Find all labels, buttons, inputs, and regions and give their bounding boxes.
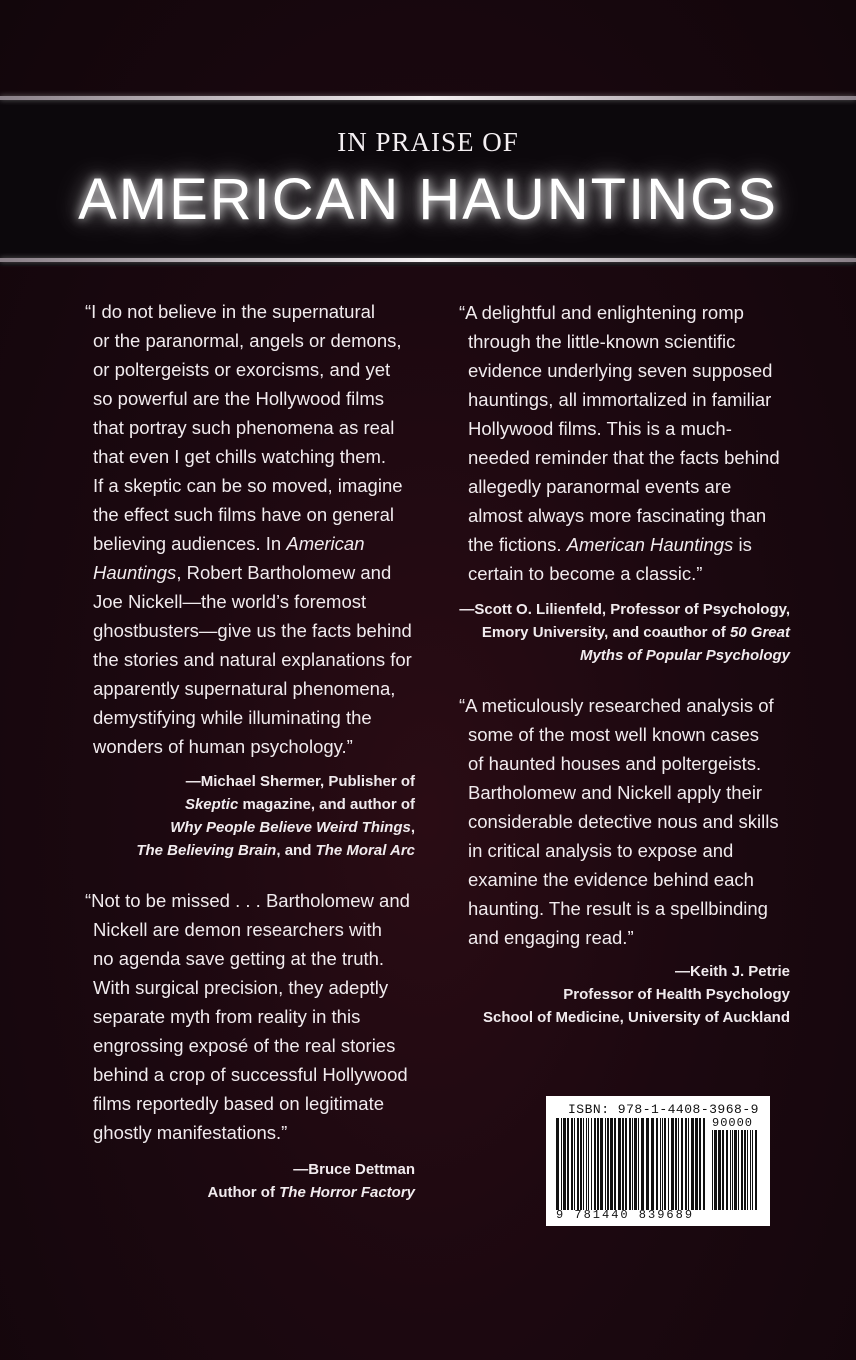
- quote-petrie: [459, 691, 779, 952]
- quote-line: examine the evidence behind each: [468, 869, 754, 890]
- quote-line: believing audiences. In American: [93, 533, 365, 554]
- quote-line: evidence underlying seven supposed: [468, 360, 773, 381]
- attribution-line: The Believing Brain, and The Moral Arc: [136, 842, 415, 859]
- quote-line: so powerful are the Hollywood films: [93, 388, 384, 409]
- quote-line: engrossing exposé of the real stories: [93, 1035, 396, 1056]
- quote-line: behind a crop of successful Hollywood: [93, 1064, 408, 1085]
- barcode-bars: [556, 1118, 706, 1210]
- quote-line: ghostly manifestations.”: [93, 1122, 288, 1143]
- top-divider: [0, 96, 856, 100]
- attribution-shermer: [136, 770, 415, 862]
- quote-line: hauntings, all immortalized in familiar: [468, 389, 772, 410]
- attribution-line: Professor of Health Psychology: [563, 986, 790, 1003]
- quote-line: almost always more fascinating than: [468, 505, 767, 526]
- quote-line: the effect such films have on general: [93, 504, 394, 525]
- bottom-divider: [0, 258, 856, 262]
- quote-line: films reportedly based on legitimate: [93, 1093, 385, 1114]
- price-code: 90000: [712, 1116, 754, 1130]
- quote-line: that even I get chills watching them.: [93, 446, 387, 467]
- barcode-digits: 9 781440 839689: [556, 1208, 695, 1222]
- quote-line: Joe Nickell—the world’s foremost: [93, 591, 367, 612]
- attribution-line: Emory University, and coauthor of 50 Great: [481, 624, 790, 641]
- quote-line: apparently supernatural phenomena,: [93, 678, 396, 699]
- quote-line: or poltergeists or exorcisms, and yet: [93, 359, 391, 380]
- attribution-line: Author of The Horror Factory: [207, 1184, 415, 1201]
- quote-line: that portray such phenomena as real: [93, 417, 395, 438]
- quote-line: or the paranormal, angels or demons,: [93, 330, 402, 351]
- quote-line: Nickell are demon researchers with: [93, 919, 382, 940]
- quote-line: demystifying while illuminating the: [93, 707, 372, 728]
- attribution-lilienfeld: [459, 598, 790, 667]
- attribution-dettman: [207, 1158, 415, 1204]
- quote-line: separate myth from reality in this: [93, 1006, 361, 1027]
- quote-line: “A delightful and enlightening romp: [459, 302, 744, 323]
- quote-line: considerable detective nous and skills: [468, 811, 779, 832]
- attribution-line: —Bruce Dettman: [293, 1161, 415, 1178]
- quote-shermer: [85, 297, 412, 761]
- quote-lilienfeld: [459, 298, 780, 588]
- quote-line: With surgical precision, they adeptly: [93, 977, 389, 998]
- attribution-line: —Scott O. Lilienfeld, Professor of Psychology,: [459, 601, 790, 618]
- quote-line: in critical analysis to expose and: [468, 840, 734, 861]
- quote-line: “I do not believe in the supernatural: [85, 301, 376, 322]
- attribution-line: —Michael Shermer, Publisher of: [185, 773, 415, 790]
- attribution-line: School of Medicine, University of Auckland: [483, 1009, 790, 1026]
- book-title: AMERICAN HAUNTINGS: [78, 167, 778, 232]
- attribution-line: Why People Believe Weird Things,: [170, 819, 415, 836]
- header-kicker: IN PRAISE OF: [337, 127, 519, 157]
- attribution-line: Myths of Popular Psychology: [579, 647, 790, 664]
- quote-dettman: [85, 886, 410, 1147]
- attribution-petrie: [483, 960, 790, 1029]
- quote-line: “Not to be missed . . . Bartholomew and: [85, 890, 410, 911]
- quote-line: and engaging read.”: [468, 927, 634, 948]
- quote-line: certain to become a classic.”: [468, 563, 703, 584]
- quote-line: no agenda save getting at the truth.: [93, 948, 385, 969]
- quote-line: Hauntings, Robert Bartholomew and: [93, 562, 392, 583]
- isbn-barcode: [546, 1096, 770, 1226]
- quote-line: haunting. The result is a spellbinding: [468, 898, 768, 919]
- quote-line: Hollywood films. This is a much-: [468, 418, 732, 439]
- quote-line: allegedly paranormal events are: [468, 476, 732, 497]
- quote-line: through the little-known scientific: [468, 331, 736, 352]
- quote-line: ghostbusters—give us the facts behind: [93, 620, 412, 641]
- quote-line: wonders of human psychology.”: [93, 736, 353, 757]
- isbn-label: ISBN: 978-1-4408-3968-9: [568, 1102, 759, 1117]
- quote-line: some of the most well known cases: [468, 724, 759, 745]
- quote-line: Bartholomew and Nickell apply their: [468, 782, 763, 803]
- attribution-line: —Keith J. Petrie: [674, 963, 790, 980]
- quote-line: the stories and natural explanations for: [93, 649, 412, 670]
- quote-line: of haunted houses and poltergeists.: [468, 753, 762, 774]
- barcode-addon-bars: [712, 1130, 758, 1210]
- quote-line: “A meticulously researched analysis of: [459, 695, 774, 716]
- quote-line: needed reminder that the facts behind: [468, 447, 780, 468]
- quote-line: the fictions. American Hauntings is: [468, 534, 752, 555]
- attribution-line: Skeptic magazine, and author of: [184, 796, 415, 813]
- quote-line: If a skeptic can be so moved, imagine: [93, 475, 403, 496]
